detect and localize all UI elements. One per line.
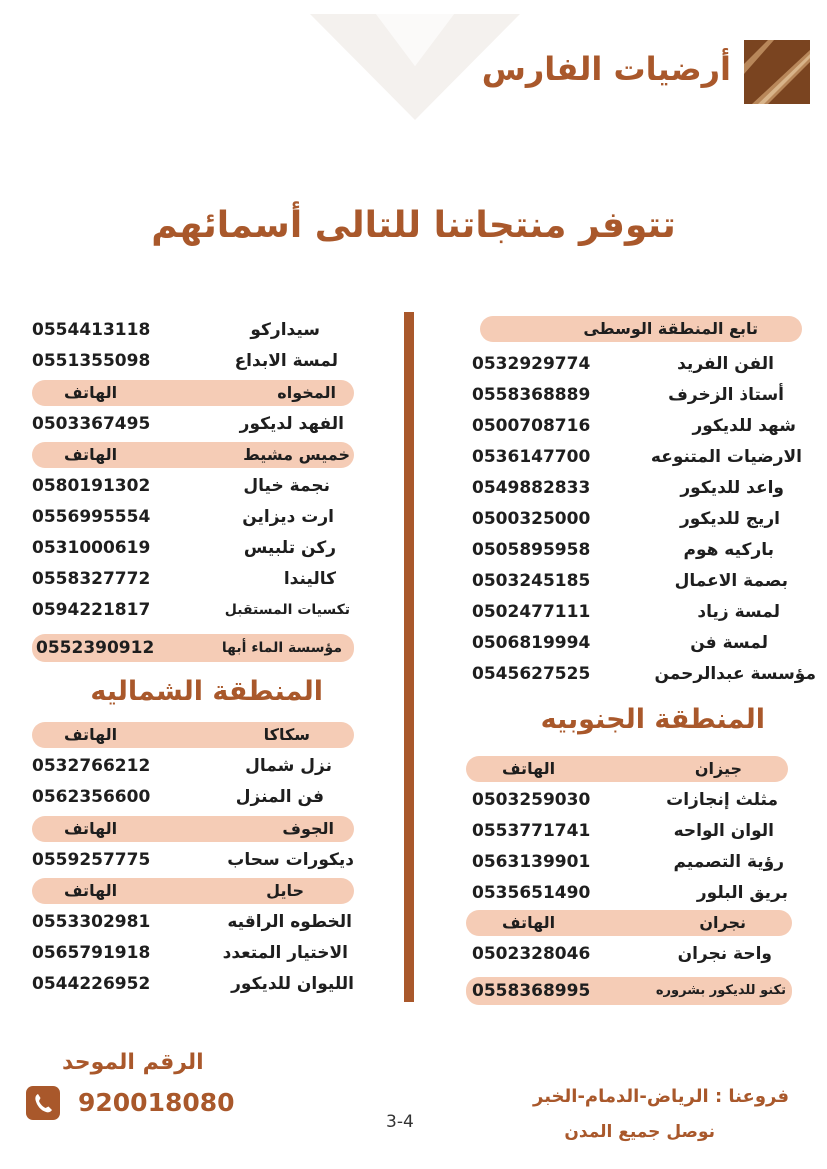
list-item: لمسة فن 0506819994 — [472, 633, 768, 653]
list-item: الفهد لديكور 0503367495 — [32, 414, 344, 434]
list-item: فن المنزل 0562356600 — [32, 787, 324, 807]
pill-najran: نجران الهاتف — [466, 910, 792, 936]
phone-icon — [26, 1086, 60, 1120]
list-item: الاختيار المتعدد 0565791918 — [32, 943, 348, 963]
list-item: باركيه هوم 0505895958 — [472, 540, 774, 560]
section-title-north: المنطقة الشماليه — [90, 676, 323, 707]
pill-sakaka: سكاكا الهاتف — [32, 722, 354, 748]
list-item: تكسيات المستقبل 0594221817 — [32, 600, 350, 620]
logo-icon — [744, 40, 810, 104]
list-item: نجمة خيال 0580191302 — [32, 476, 330, 496]
list-item: الارضيات المتنوعه 0536147700 — [472, 447, 802, 467]
list-item: شهد للديكور 0500708716 — [472, 416, 796, 436]
pill-hail: حايل الهاتف — [32, 878, 354, 904]
list-item: واحة نجران 0502328046 — [472, 944, 772, 964]
unified-number: 920018080 — [78, 1088, 235, 1117]
list-item: لمسة الابداع 0551355098 — [32, 351, 338, 371]
list-item: الليوان للديكور 0544226952 — [32, 974, 354, 994]
list-item: بصمة الاعمال 0503245185 — [472, 571, 788, 591]
list-item: سيداركو 0554413118 — [32, 320, 320, 340]
brand-name: أرضيات الفارس — [481, 50, 731, 88]
section-title-south: المنطقة الجنوبيه — [540, 704, 765, 735]
list-item: بريق البلور 0535651490 — [472, 883, 788, 903]
list-item: مؤسسة عبدالرحمن 0545627525 — [472, 664, 816, 684]
pill-jouf: الجوف الهاتف — [32, 816, 354, 842]
pill-abha: مؤسسة الماء أبها 0552390912 — [32, 634, 354, 662]
list-item: مثلث إنجازات 0503259030 — [472, 790, 778, 810]
column-divider — [404, 312, 414, 1002]
list-item: ركن تلبيس 0531000619 — [32, 538, 336, 558]
list-item: نزل شمال 0532766212 — [32, 756, 332, 776]
list-item: رؤية التصميم 0563139901 — [472, 852, 784, 872]
list-item: كاليندا 0558327772 — [32, 569, 336, 589]
pill-khamis: خميس مشيط الهاتف — [32, 442, 354, 468]
pill-central-continued: تابع المنطقة الوسطى — [480, 316, 802, 342]
pill-techno: تكنو للديكور بشروره 0558368995 — [466, 977, 792, 1005]
list-item: ارت ديزاين 0556995554 — [32, 507, 334, 527]
list-item: أستاذ الزخرف 0558368889 — [472, 385, 784, 405]
unified-number-label: الرقم الموحد — [62, 1050, 204, 1075]
list-item: لمسة زياد 0502477111 — [472, 602, 780, 622]
list-item: الوان الواحه 0553771741 — [472, 821, 774, 841]
list-item: الفن الفريد 0532929774 — [472, 354, 774, 374]
list-item: ديكورات سحاب 0559257775 — [32, 850, 354, 870]
page-number: 3-4 — [386, 1112, 414, 1132]
page-title: تتوفر منتجاتنا للتالى أسمائهم — [151, 205, 676, 246]
list-item: اريج للديكور 0500325000 — [472, 509, 780, 529]
list-item: الخطوه الراقيه 0553302981 — [32, 912, 352, 932]
delivery-text: نوصل جميع المدن — [564, 1122, 715, 1142]
pill-jizan: جيزان الهاتف — [466, 756, 788, 782]
pill-makhwah: المخواه الهاتف — [32, 380, 354, 406]
branches-text: فروعنا : الرياض-الدمام-الخبر — [533, 1086, 789, 1107]
list-item: واعد للديكور 0549882833 — [472, 478, 784, 498]
